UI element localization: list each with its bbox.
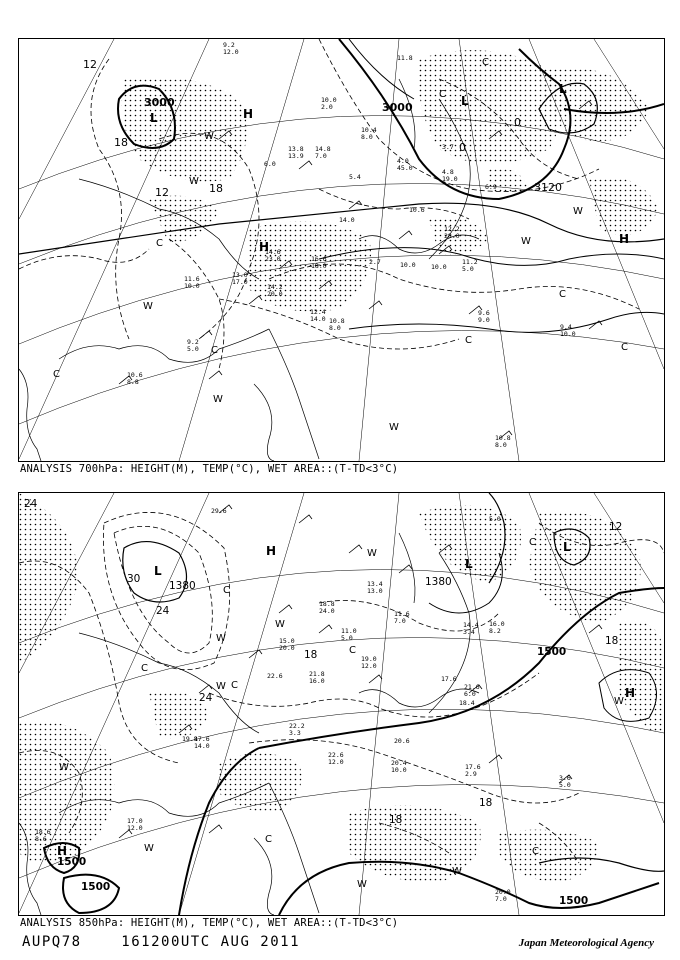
map-700hpa-chart [19, 39, 664, 461]
warm-center: W [213, 394, 223, 405]
station-value: 14.8 [315, 145, 331, 153]
contour-label: 1500 [537, 646, 567, 658]
cold-center: C [529, 537, 536, 548]
station-value: 11.8 [397, 54, 413, 62]
contour-label: 18 [114, 136, 128, 149]
station-value: 5.0 [341, 634, 353, 642]
bulletin-code: AUPQ78 [22, 934, 82, 950]
station-value: 9.6 [478, 309, 490, 317]
warm-center: W [357, 879, 367, 890]
wet-areas [121, 50, 659, 311]
cold-center: C [559, 289, 566, 300]
warm-center: W [143, 301, 153, 312]
station-value: 10.0 [400, 261, 416, 269]
station-value: 14.6 [265, 248, 281, 256]
contour-label: 18 [209, 182, 223, 195]
station-value: 18.4 [459, 699, 475, 707]
station-value: 16.0 [489, 620, 505, 628]
cold-center: C [231, 680, 238, 691]
warm-center: W [216, 633, 226, 644]
station-value: 10.0 [431, 263, 447, 271]
high-center: H [243, 107, 254, 121]
warm-center: W [275, 619, 285, 630]
warm-center: W [204, 131, 214, 142]
contour-label: 24 [24, 498, 38, 510]
contour-label: 1500 [81, 881, 111, 893]
station-value: 5.0 [559, 781, 571, 789]
contour-label: 18 [479, 797, 493, 809]
map-panel-700hpa [18, 38, 665, 462]
map-850hpa-chart [19, 493, 664, 915]
high-center: H [266, 544, 277, 558]
station-value: 14.2 [267, 283, 283, 291]
station-value: 20.0 [495, 888, 511, 896]
station-value: 22.6 [328, 751, 344, 759]
station-value: 22.2 [289, 722, 305, 730]
station-value: 28.0 [444, 232, 460, 240]
high-center: H [625, 686, 636, 700]
station-value: 9.2 [223, 41, 235, 49]
agency-name: Japan Meteorological Agency [518, 937, 654, 949]
station-value: 10.8 [495, 434, 511, 442]
low-center: L [559, 82, 567, 96]
cold-center: C [439, 89, 446, 100]
station-value: 3.3 [289, 729, 301, 737]
station-value: 20.4 [391, 759, 407, 767]
station-value: 22.6 [267, 672, 283, 680]
station-value: 9.2 [187, 338, 199, 346]
station-value: 29.6 [211, 507, 227, 515]
station-value: 12.2 [444, 225, 460, 233]
panel-caption-850hpa: ANALYSIS 850hPa: HEIGHT(M), TEMP(°C), WET AREA::(T-TD<3°C) [20, 917, 399, 929]
station-value: 5.0 [187, 345, 199, 353]
station-value: 45.0 [397, 164, 413, 172]
warm-center: W [614, 696, 624, 707]
contour-label: 12 [155, 186, 169, 199]
station-value: 5.0 [489, 515, 501, 523]
cold-center: C [621, 342, 628, 353]
cold-center: C [532, 846, 539, 857]
station-value: 12.0 [223, 48, 239, 56]
station-value: 8.0 [329, 324, 341, 332]
contour-label: 1500 [559, 895, 589, 907]
station-value: 10.0 [321, 96, 337, 104]
station-value: 10.0 [184, 282, 200, 290]
contour-label: 12 [609, 521, 623, 533]
station-value: 17.0 [232, 278, 248, 286]
station-value: 2.0 [321, 103, 333, 111]
station-value: 16.0 [309, 677, 325, 685]
station-value: 13.0 [232, 271, 248, 279]
low-center: L [563, 540, 571, 554]
station-value: 12.0 [328, 758, 344, 766]
cold-center: C [53, 369, 60, 380]
contour-label: 30 [127, 573, 141, 585]
station-value: 17.0 [127, 817, 143, 825]
station-value: 12.0 [127, 824, 143, 832]
station-value: 4.0 [397, 157, 409, 165]
station-value: 19.0 [361, 655, 377, 663]
low-center: L [461, 94, 469, 108]
cold-center: C [141, 663, 148, 674]
station-value: 20.0 [267, 290, 283, 298]
cold-center: C [482, 57, 489, 68]
station-value: 19.0 [442, 175, 458, 183]
contour-label: 1380 [425, 576, 452, 588]
station-value: 11.2 [462, 258, 478, 266]
contour-label: 12 [83, 58, 97, 71]
cold-center: C [265, 834, 272, 845]
station-value: 20.6 [394, 737, 410, 745]
station-value: 4.8 [442, 168, 454, 176]
station-value: 12.4 [310, 308, 326, 316]
station-value: 2.7 [369, 258, 381, 266]
station-value: 10.6 [127, 371, 143, 379]
station-value: 21.6 [464, 683, 480, 691]
warm-center: W [367, 548, 377, 559]
station-value: 2.9 [465, 770, 477, 778]
station-value: 14.4 [463, 621, 479, 629]
station-value: 7.0 [315, 152, 327, 160]
cold-center: C [465, 335, 472, 346]
graticule-parallels [19, 570, 664, 878]
station-value: 10.0 [560, 330, 576, 338]
contour-label: 18 [389, 814, 403, 826]
station-value: 13.4 [367, 580, 383, 588]
contour-label: 3120 [534, 181, 562, 194]
station-value: 10.6 [409, 206, 425, 214]
station-value: 6.9 [485, 183, 497, 191]
station-value: 18.8 [319, 600, 335, 608]
station-value: 14.0 [310, 315, 326, 323]
high-center: H [259, 240, 270, 254]
warm-center: W [573, 206, 583, 217]
station-value: 6.0 [464, 690, 476, 698]
station-value: 17.6 [465, 763, 481, 771]
station-value: 5.4 [349, 173, 361, 181]
station-value: 8.2 [489, 627, 501, 635]
contour-label: 18 [304, 649, 318, 661]
cold-center: C [223, 585, 230, 596]
high-center: H [619, 232, 630, 246]
contour-label: 0 [514, 116, 521, 129]
station-value: 13.9 [288, 152, 304, 160]
station-value: 11.6 [184, 275, 200, 283]
cold-center: C [211, 345, 218, 356]
station-value: 8.0 [361, 133, 373, 141]
low-center: L [154, 564, 162, 578]
station-value: 17.6 [194, 735, 210, 743]
station-value: 17.6 [441, 675, 457, 683]
station-value: 10.8 [329, 317, 345, 325]
station-value: 13.8 [288, 145, 304, 153]
station-value: 18.0 [311, 262, 327, 270]
station-value: 10.0 [391, 766, 407, 774]
cold-center: C [349, 645, 356, 656]
station-value: 11.0 [341, 627, 357, 635]
station-value: 18.6 [35, 828, 51, 836]
station-value: 8.8 [127, 378, 139, 386]
station-value: 9.0 [478, 316, 490, 324]
warm-center: W [389, 422, 399, 433]
warm-center: W [521, 236, 531, 247]
station-value: 13.0 [367, 587, 383, 595]
station-value: 23.0 [265, 255, 281, 263]
station-value: 9.4 [560, 323, 572, 331]
bulletin-datetime: 161200UTC AUG 2011 [121, 934, 301, 950]
warm-center: W [59, 762, 69, 773]
low-center: L [150, 111, 158, 125]
station-value: 24.0 [319, 607, 335, 615]
station-value: 3.7 [442, 143, 454, 151]
cold-center: C [156, 238, 163, 249]
station-value: 12.0 [361, 662, 377, 670]
station-value: 14.0 [194, 742, 210, 750]
station-value: 10.4 [361, 126, 377, 134]
station-value: 15.0 [279, 637, 295, 645]
warm-center: W [189, 176, 199, 187]
panel-caption-700hpa: ANALYSIS 700hPa: HEIGHT(M), TEMP(°C), WET AREA::(T-TD<3°C) [20, 463, 399, 475]
contour-label: 1380 [169, 580, 196, 592]
contour-label: 18 [605, 635, 619, 647]
station-value: 14.0 [339, 216, 355, 224]
station-value: 11.6 [394, 610, 410, 618]
warm-center: W [452, 866, 462, 877]
station-value: 8.0 [495, 441, 507, 449]
station-value: 6.0 [264, 160, 276, 168]
high-center: H [57, 844, 68, 858]
contour-label: 1500 [57, 856, 87, 868]
map-panel-850hpa [18, 492, 665, 916]
low-center: L [465, 557, 473, 571]
warm-center: W [144, 843, 154, 854]
station-value: 21.8 [309, 670, 325, 678]
warm-center: W [216, 681, 226, 692]
bulletin-header [22, 934, 300, 950]
station-value: 3.6 [559, 774, 571, 782]
contour-label: 0 [459, 141, 466, 154]
station-value: 20.0 [279, 644, 295, 652]
station-value: 5.0 [462, 265, 474, 273]
contour-label: 3000 [144, 96, 175, 109]
station-value: 8.6 [35, 835, 47, 843]
station-value: 16.6 [311, 255, 327, 263]
station-value: 3.4 [463, 628, 475, 636]
contour-label: 24 [199, 692, 213, 704]
station-value: 7.0 [495, 895, 507, 903]
contour-label: 3000 [382, 101, 413, 114]
contour-label: 24 [156, 605, 170, 617]
station-value: 19.8 [182, 735, 198, 743]
station-value: 7.0 [394, 617, 406, 625]
